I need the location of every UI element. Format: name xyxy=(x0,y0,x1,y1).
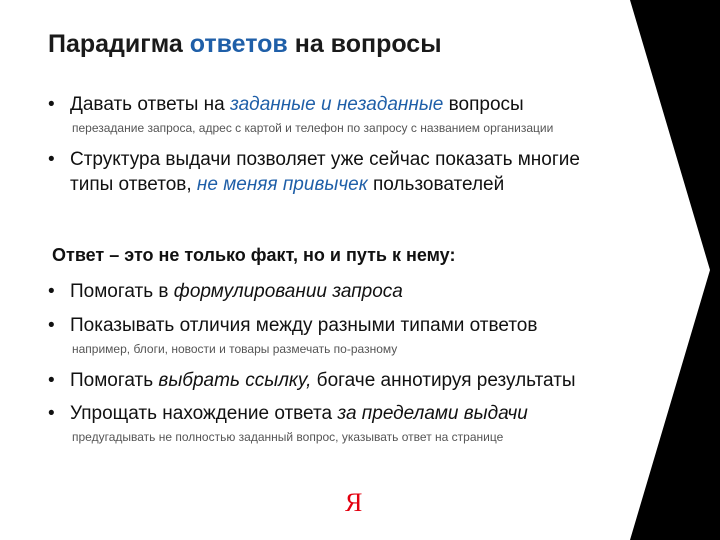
bullet-3 xyxy=(48,279,403,304)
bullet-2-line-2-b: пользователей xyxy=(367,174,505,195)
bullet-marker: • xyxy=(48,149,55,170)
title-part-2: на вопросы xyxy=(287,30,442,58)
bullet-3-emphasis: формулировании запроса xyxy=(173,281,403,302)
bullet-5-text-b: богаче аннотируя результаты xyxy=(311,370,576,391)
bullet-marker: • xyxy=(48,403,55,424)
yandex-logo: Я xyxy=(345,488,363,517)
note-3: предугадывать не полностью заданный вопрос, указывать ответ на странице xyxy=(72,430,504,444)
bullet-2-line-2-a: типы ответов, xyxy=(70,174,197,195)
bullet-marker: • xyxy=(48,281,55,302)
note-2: например, блоги, новости и товары размечать по-разному xyxy=(72,342,398,356)
bullet-5-text-a: Помогать xyxy=(70,370,159,391)
bullet-1-text-a: Давать ответы на xyxy=(70,94,230,115)
bullet-4 xyxy=(48,313,537,338)
title-part-1: Парадигма xyxy=(48,30,190,58)
bullet-2 xyxy=(48,147,580,197)
bullet-5-emphasis: выбрать ссылку, xyxy=(158,370,312,391)
bullet-2-emphasis: не меняя привычек xyxy=(196,174,368,195)
bullet-3-text-a: Помогать в xyxy=(70,281,174,302)
bullet-6-emphasis: за пределами выдачи xyxy=(337,403,528,424)
bullet-marker: • xyxy=(48,94,55,115)
bullet-1 xyxy=(48,92,524,117)
bullet-marker: • xyxy=(48,370,55,391)
bullet-2-line-2 xyxy=(48,172,580,197)
bullet-5 xyxy=(48,368,576,393)
bullet-1-text-b: вопросы xyxy=(443,94,524,115)
bullet-6-text-a: Упрощать нахождение ответа xyxy=(70,403,338,424)
bullet-4-text: Показывать отличия между разными типами ответов xyxy=(70,315,538,336)
slide-title xyxy=(48,30,442,59)
bullet-1-emphasis: заданные и незаданные xyxy=(230,94,444,115)
bullet-marker: • xyxy=(48,315,55,336)
title-accent: ответов xyxy=(189,30,288,58)
bullet-2-line-1: Структура выдачи позволяет уже сейчас показать многие xyxy=(70,149,580,170)
note-1: перезадание запроса, адрес с картой и телефон по запросу с названием организации xyxy=(72,121,554,135)
bullet-6 xyxy=(48,401,528,426)
section-heading: Ответ – это не только факт, но и путь к нему: xyxy=(52,245,456,265)
